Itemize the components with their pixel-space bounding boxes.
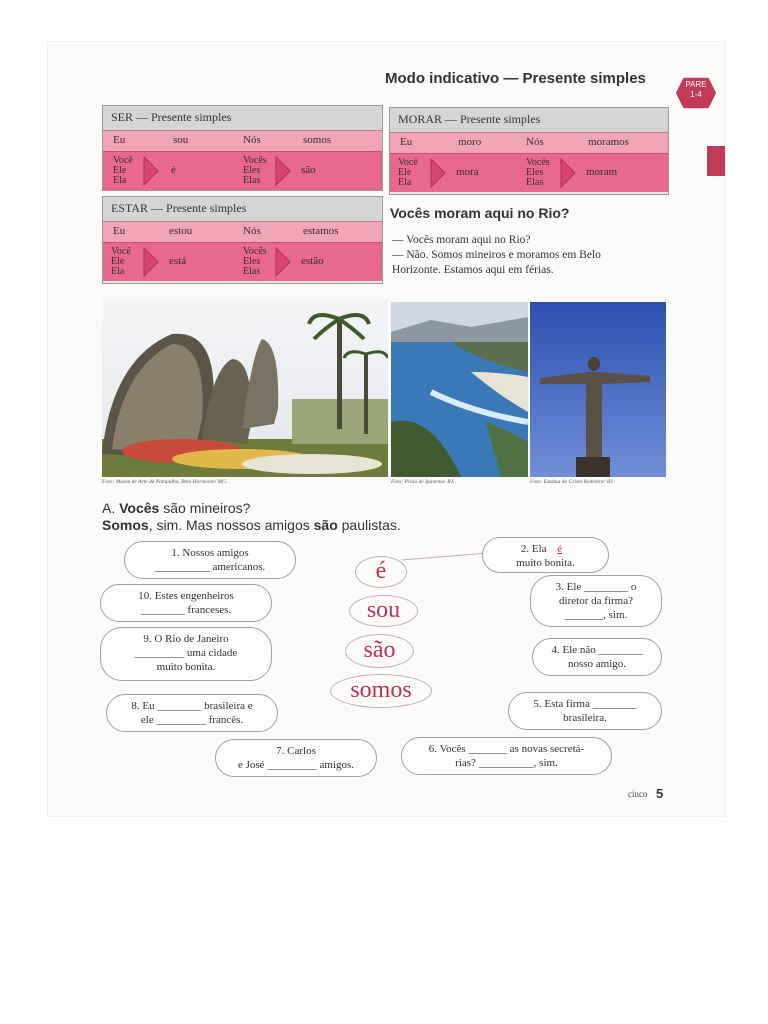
bubble-3 [530,575,662,627]
caption-pampulha: Foto: Museu de Arte da Pampulha, Belo Horizonte/ MG. [102,479,228,485]
exercise-a-bold1: Somos [102,517,149,533]
bubble-4-line1: 4. Ele não ________ [551,644,643,656]
ser-sing-form: é [171,164,176,176]
ser-plur-1: Vocês [243,155,267,166]
footer-word: cinco [628,789,648,799]
bubble-9 [100,627,272,681]
exercise-q-bold: Vocês [119,500,160,516]
exercise-a-end: paulistas. [337,517,401,533]
ser-eu-form: sou [173,134,189,146]
pare-badge-text: PARE 1-4 [685,80,707,99]
exercise-a-mid: , sim. Mas nossos amigos [148,517,314,533]
bubble-8-line2: ele _________ francês. [140,714,244,726]
morar-sing-2: Ele [398,167,412,178]
ser-eu: Eu [113,134,126,146]
bubble-9-line3: muito bonita. [156,661,216,673]
ser-sing-2: Ele [113,165,127,176]
bubble-8-line1: 8. Eu ________ brasileira e [131,700,253,712]
bubble-4-line2: nosso amigo. [567,658,627,670]
estar-plur-1: Vocês [243,246,267,257]
estar-eu-form: estou [169,225,193,237]
ser-plur-2: Eles [243,165,261,176]
bubble-3-line2: diretor da firma? [559,595,633,607]
bubble-4 [532,638,662,676]
bubble-3-line3: _______, sim. [564,609,628,621]
bubble-6-line2: rias? __________, sim. [455,757,558,769]
morar-sing-3: Ela [398,177,412,188]
morar-plur-form: moram [586,166,618,178]
bubble-7 [215,739,377,777]
bubble-5-line2: brasileira. [563,712,607,724]
estar-sing-1: Você [111,246,131,257]
bubble-1-line1: 1. Nossos amigos [171,547,249,559]
dialog-line-2: — Não. Somos mineiros e moramos em Belo [392,249,601,261]
estar-table-title: ESTAR — Presente simples [103,197,382,221]
bubble-1-line2: __________ americanos. [154,561,266,573]
morar-sing-form: mora [456,166,479,178]
dialog-line-1: — Vocês moram aqui no Rio? [392,234,531,246]
estar-eu: Eu [113,225,126,237]
bubble-6 [401,737,612,775]
estar-nos: Nós [243,225,261,237]
word-e: é [355,556,407,588]
bubble-5 [508,692,662,730]
morar-nos: Nós [526,136,544,148]
dialog-title: Vocês moram aqui no Rio? [390,205,570,221]
word-sao: são [345,634,414,668]
word-sou: sou [349,595,418,627]
ser-plur-3: Elas [243,175,261,186]
bubble-10-line2: ________ franceses. [140,604,232,616]
bubble-10-line1: 10. Estes engenheiros [138,590,234,602]
bubble-5-line1: 5. Esta firma ________ [533,698,637,710]
exercise-a-bold2: são [313,517,338,533]
bubble-2 [482,537,609,573]
ser-plur-form: são [301,164,316,176]
ser-sing-1: Você [113,155,133,166]
caption-ipanema: Foto: Praia de Ipanema/ RJ. [391,479,455,485]
estar-nos-form: estamos [303,225,339,237]
morar-table-title: MORAR — Presente simples [390,108,668,132]
morar-eu: Eu [400,136,413,148]
bubble-10 [100,584,272,622]
estar-plur-2: Eles [243,256,261,267]
bubble-7-line1: 7. Carlos [276,745,316,757]
morar-nos-form: moramos [588,136,629,148]
caption-cristo: Foto: Estátua do Cristo Redentor/ RJ. [530,479,615,485]
page-title: Modo indicativo — Presente simples [385,70,646,87]
bubble-7-line2: e José _________ amigos. [237,759,355,771]
ser-nos: Nós [243,134,261,146]
bubble-2-line2: muito bonita. [516,557,575,569]
ser-table-title: SER — Presente simples [103,106,382,130]
bubble-2-answer: é [557,543,563,555]
bubble-1 [124,541,296,579]
page-number: 5 [656,786,664,801]
bubble-6-line1: 6. Vocês _______ as novas secretá- [428,743,585,755]
ser-nos-form: somos [303,134,332,146]
ser-sing-3: Ela [113,175,127,186]
estar-sing-2: Ele [111,256,125,267]
estar-sing-3: Ela [111,266,125,277]
bubble-3-line1: 3. Ele ________ o [555,581,637,593]
exercise-letter: A. [102,500,116,516]
bubble-9-line2: _________ uma cidade [134,647,238,659]
exercise-q-rest: são mineiros? [159,500,251,516]
estar-sing-form: está [169,255,187,267]
morar-plur-2: Eles [526,167,544,178]
morar-sing-1: Você [398,157,418,168]
bubble-2-line1: 2. Ela é [483,542,608,556]
word-somos: somos [330,674,432,708]
dialog-line-3: Horizonte. Estamos aqui em férias. [392,264,554,276]
estar-plur-3: Elas [243,266,261,277]
bubble-9-line1: 9. O Rio de Janeiro [143,633,229,645]
morar-plur-1: Vocês [526,157,550,168]
estar-plur-form: estão [301,255,324,267]
morar-eu-form: moro [458,136,482,148]
morar-plur-3: Elas [526,177,544,188]
bubble-8 [106,694,278,732]
